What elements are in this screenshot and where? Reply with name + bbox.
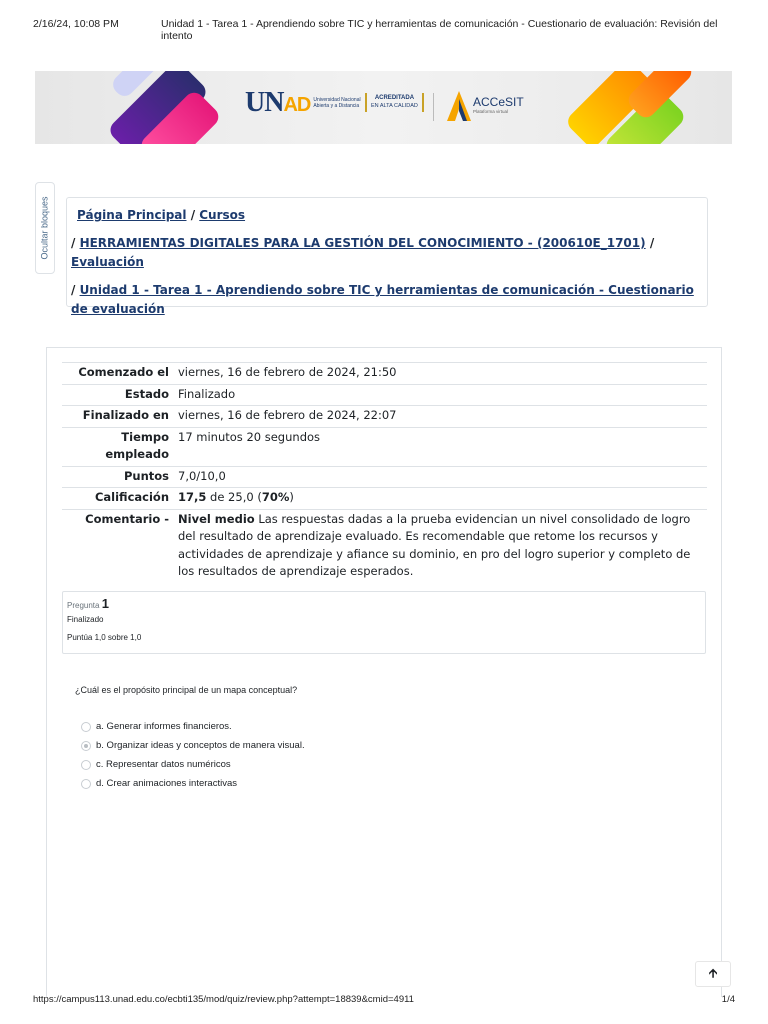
question-text: ¿Cuál es el propósito principal de un mapa conceptual? bbox=[75, 685, 298, 695]
radio-button[interactable] bbox=[81, 722, 91, 732]
back-to-top-button[interactable] bbox=[695, 961, 731, 987]
breadcrumb-separator: / bbox=[649, 236, 655, 250]
table-row bbox=[62, 427, 707, 466]
state-value: Finalizado bbox=[174, 384, 707, 406]
answer-option-label: c. Representar datos numéricos bbox=[96, 759, 231, 770]
accesit-logo-icon bbox=[445, 89, 473, 125]
logo-divider bbox=[433, 93, 434, 121]
answer-option[interactable] bbox=[81, 717, 305, 736]
radio-button[interactable] bbox=[81, 779, 91, 789]
table-row bbox=[62, 406, 707, 428]
accesit-logo: ACCeSIT Plataforma virtual bbox=[445, 89, 535, 125]
points-value: 7,0/10,0 bbox=[174, 466, 707, 488]
breadcrumb-courses-link[interactable]: Cursos bbox=[199, 208, 246, 222]
breadcrumb-course-link[interactable]: HERRAMIENTAS DIGITALES PARA LA GESTIÓN DEL CONOCIMIENTO - (200610E_1701) bbox=[79, 236, 646, 250]
breadcrumb-home-link[interactable]: Página Principal bbox=[77, 208, 187, 222]
arrow-up-icon: 🡩 bbox=[708, 965, 718, 980]
print-date: 2/16/24, 10:08 PM bbox=[33, 18, 119, 30]
answer-options bbox=[81, 717, 305, 793]
answer-option-label: a. Generar informes financieros. bbox=[96, 721, 232, 732]
breadcrumb-section-link[interactable]: Evaluación bbox=[71, 255, 144, 269]
radio-button-selected[interactable] bbox=[81, 741, 91, 751]
answer-option-label: d. Crear animaciones interactivas bbox=[96, 778, 237, 789]
grade-value: 17,5 de 25,0 (70%) bbox=[174, 488, 707, 510]
unad-logo-text: Universidad Nacional Abierta y a Distancia bbox=[313, 97, 361, 109]
print-footer bbox=[33, 994, 735, 1005]
time-label: Tiempo empleado bbox=[62, 427, 174, 466]
grade-label: Calificación bbox=[62, 488, 174, 510]
answer-option[interactable] bbox=[81, 736, 305, 755]
header-banner bbox=[35, 71, 732, 144]
radio-button[interactable] bbox=[81, 760, 91, 770]
print-page-number: 1/4 bbox=[721, 994, 735, 1005]
table-row bbox=[62, 466, 707, 488]
unad-logo-mark: UNAD bbox=[245, 87, 311, 118]
question-number: Pregunta 1 bbox=[67, 596, 109, 611]
print-header bbox=[33, 18, 735, 42]
started-value: viernes, 16 de febrero de 2024, 21:50 bbox=[174, 363, 707, 385]
question-info-box bbox=[62, 591, 706, 654]
accreditation-seal: ACREDITADA EN ALTA CALIDAD bbox=[365, 93, 424, 112]
hide-blocks-toggle[interactable] bbox=[35, 182, 55, 274]
print-url: https://campus113.unad.edu.co/ecbti135/mod/quiz/review.php?attempt=18839&cmid=4911 bbox=[33, 994, 414, 1005]
finished-value: viernes, 16 de febrero de 2024, 22:07 bbox=[174, 406, 707, 428]
points-label: Puntos bbox=[62, 466, 174, 488]
unad-logo bbox=[245, 89, 365, 117]
breadcrumb-separator: / bbox=[71, 236, 80, 250]
comment-value: Nivel medio Las respuestas dadas a la prueba evidencian un nivel consolidado de logro del resultado de aprendizaje evaluado. Es recomendable que retome los recursos y actividades de aprendizaje y afiance su dominio, en pro del logro superior y completo de los resultados de aprendizaje esperados. bbox=[174, 509, 707, 583]
started-label: Comenzado el bbox=[62, 363, 174, 385]
question-state: Finalizado bbox=[67, 615, 104, 624]
comment-label: Comentario - bbox=[62, 509, 174, 583]
table-row bbox=[62, 384, 707, 406]
question-grade: Puntúa 1,0 sobre 1,0 bbox=[67, 633, 142, 642]
breadcrumb-separator: / bbox=[71, 283, 80, 297]
finished-label: Finalizado en bbox=[62, 406, 174, 428]
table-row bbox=[62, 363, 707, 385]
table-row bbox=[62, 488, 707, 510]
state-label: Estado bbox=[62, 384, 174, 406]
attempt-summary-table bbox=[62, 362, 707, 583]
hide-blocks-label: Ocultar bloques bbox=[40, 196, 51, 260]
breadcrumb-separator: / bbox=[190, 208, 200, 222]
print-title: Unidad 1 - Tarea 1 - Aprendiendo sobre TIC y herramientas de comunicación - Cuestionario de evaluación: Revisión del intento bbox=[161, 18, 718, 42]
table-row bbox=[62, 509, 707, 583]
breadcrumb bbox=[66, 197, 708, 316]
answer-option[interactable] bbox=[81, 755, 305, 774]
answer-option-label: b. Organizar ideas y conceptos de manera visual. bbox=[96, 740, 305, 751]
time-value: 17 minutos 20 segundos bbox=[174, 427, 707, 466]
answer-option[interactable] bbox=[81, 774, 305, 793]
breadcrumb-activity-link[interactable]: Unidad 1 - Tarea 1 - Aprendiendo sobre TIC y herramientas de comunicación - Cuestionario de evaluación bbox=[71, 283, 694, 316]
